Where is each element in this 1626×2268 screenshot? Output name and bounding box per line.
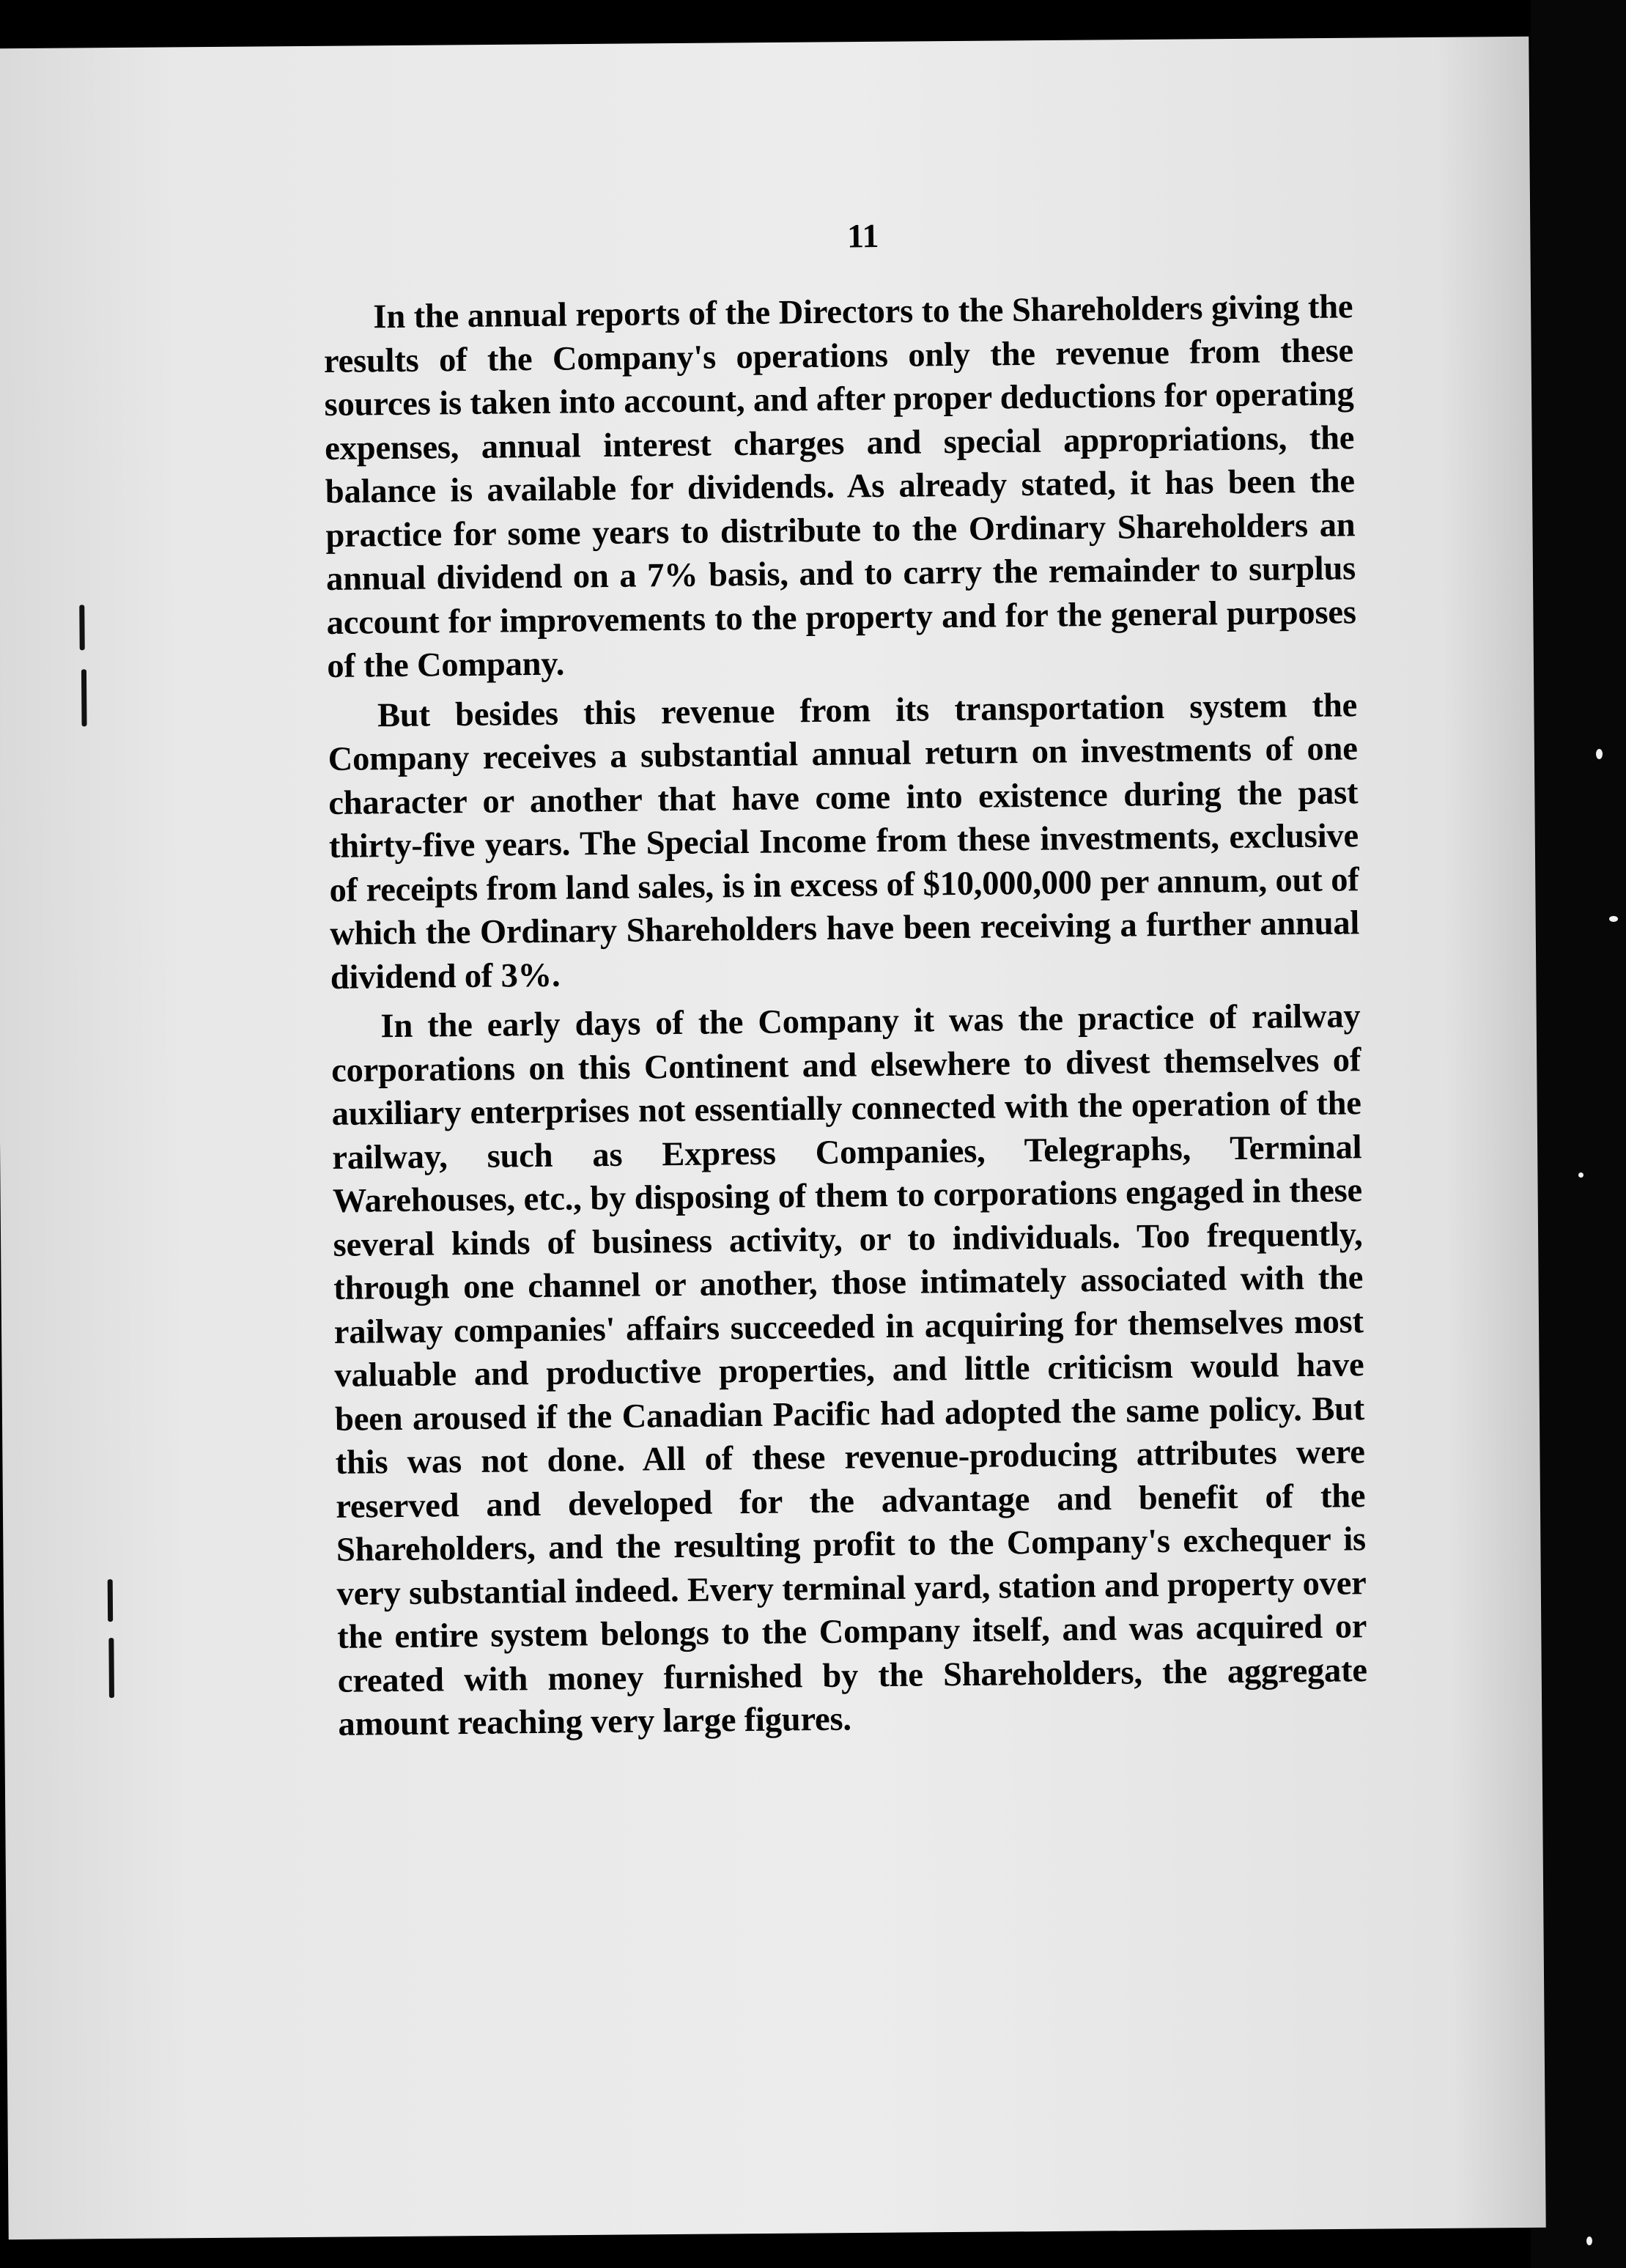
paragraph-special-income: But besides this revenue from its transportation system the Company receives a substantial annual return on investments of one character or another that have come into existence during the past thirty-five years. The Special Income from these investments, exclusive of receipts from land sales, is in excess of $10,000,000 per annum, out of which the Ordinary Shareholders have been receiving a further annual dividend of 3%. <box>328 686 1360 997</box>
dust-speck <box>1578 1172 1583 1178</box>
dust-speck <box>1586 2236 1592 2245</box>
binding-mark-top-1 <box>79 605 84 650</box>
page-number: 11 <box>846 217 879 255</box>
binding-mark-bottom-1 <box>108 1579 113 1622</box>
page-content <box>322 209 1368 1752</box>
scan-edge-shadow <box>1531 0 1626 2268</box>
binding-mark-bottom-2 <box>108 1638 114 1698</box>
binding-mark-top-2 <box>81 669 87 726</box>
paragraph-annual-reports: In the annual reports of the Directors to the Shareholders giving the results of the Company's operations only the revenue from these sources is taken into account, and after proper deductions for operating expenses, annual interest charges and special appropriations, the balance is available for dividends. As already stated, it has been the practice for some years to distribute to the Ordinary Shareholders an annual dividend on a 7% basis, and to carry the remainder to surplus account for improvements to the property and for the general purposes of the Company. <box>323 288 1356 685</box>
dust-speck <box>1596 749 1603 759</box>
dust-speck <box>1609 916 1618 922</box>
paragraph-early-days: In the early days of the Company it was the practice of railway corporations on this Continent and elsewhere to divest themselves of auxiliary enterprises not essentially connected with the operation of the railway, such as Express Companies, Telegraphs, Terminal Warehouses, etc., by disposing of them to corporations engaged in these several kinds of business activity, or to individuals. Too frequently, through one channel or another, those intimately associated with the railway companies' affairs succeeded in acquiring for themselves most valuable and productive properties, and little criticism would have been aroused if the Canadian Pacific had adopted the same policy. But this was not done. All of these revenue-producing attributes were reserved and developed for the advantage and benefit of the Shareholders, and the resulting profit to the Company's exchequer is very substantial indeed. Every terminal yard, station and property over the entire system belongs to the Company itself, and was acquired or created with money furnished by the Shareholders, the aggregate amount reaching very large figures. <box>330 997 1368 1743</box>
